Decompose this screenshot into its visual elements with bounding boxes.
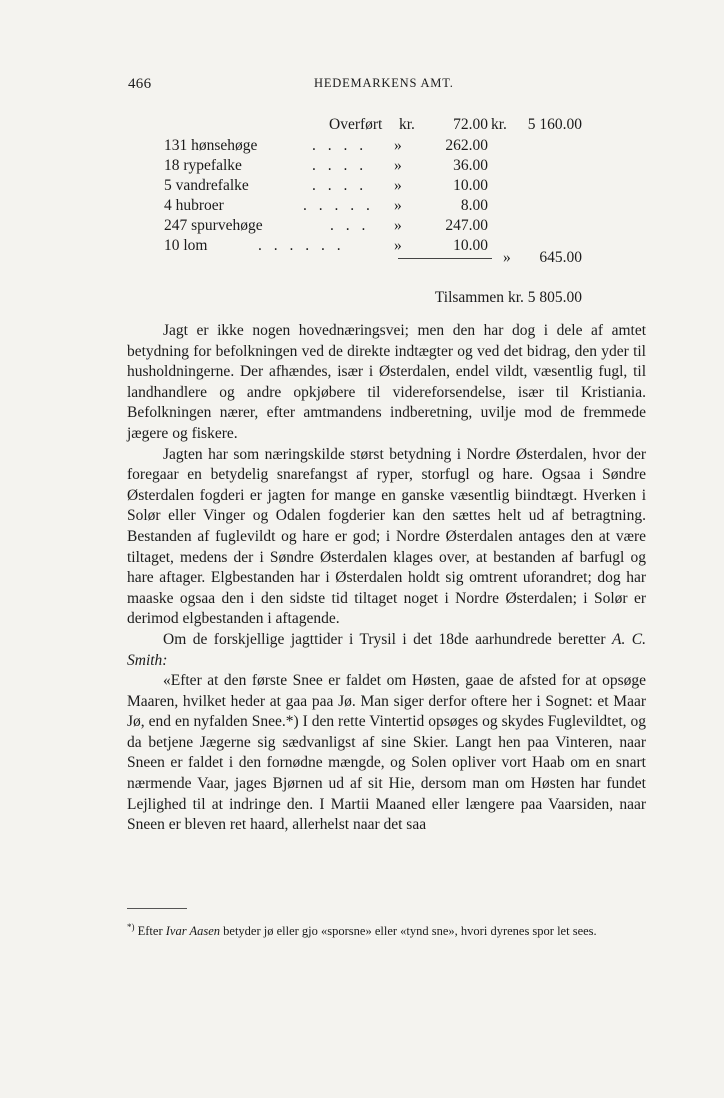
ledger-carried-row [0,116,724,136]
ditto-mark: » [394,197,402,214]
carried-amount: 72.00 [453,116,488,133]
footnote [127,918,646,940]
summary-unit: kr. [507,289,524,306]
quoted-paragraph: «Efter at den første Snee er faldet om Høsten, gaae de afsted for at opsøge Maaren, hvilket heder at gaa paa Jø. Man siger derfor oftere her i Sognet: et Maar Jø, end en nyfalden Snee.*) I den rette Vintertid opsøges og skydes Fuglevildtet, og da betjene Jægerne sig sædvanligst af sine Skier. Langt hen paa Vinteren, naar Sneen er faldet i den fornødne mængde, og Solen opliver vort Haab om en snart nærmende Vaar, jages Bjørnen ud af sit Hie, dersom man om Høsten har fundet Lejlighed til at indringe den. I Martii Maaned eller længere paa Vaarsiden, naar Sneen er bleven ret haard, allerhelst naar det saa [127,672,646,834]
ditto-mark: » [394,177,402,194]
leader-dots: . . . [330,217,370,234]
ledger-amount: 247.00 [445,217,488,234]
ditto-mark: » [394,137,402,154]
footnote-lead: Efter [137,924,163,939]
ditto-mark: » [394,157,402,174]
ledger-row [0,217,724,237]
paragraph-lead: Om de forskjellige jagttider i Trysil i det 18de aarhundrede beretter [163,630,606,648]
paragraph: Jagten har som næringskilde størst betydning i Nordre Østerdalen, hvor der foregaar en betydelig snarefangst af ryper, storfugl og hare. Ogsaa i Søndre Østerdalen fogderi er jagten for mange en ganske væsentlig biindtægt. Hverken i Solør eller Vinger og Odalen fogderier kan den sættes helt ud af betragtning. Bestanden af fuglevildt og hare er god; i Nordre Østerdalen antages den at være tiltaget, medens der i Søndre Østerdalen klages over, at bestanden af barfugl og hare aftager. Elgbestanden har i Østerdalen holdt sig omtrent uforandret; dog har maaske ogsaa den i den sidste tid tiltaget noget i Nordre Østerdalen; i Solør er derimod elgbestanden i aftagende. [127,445,646,628]
subtotal-value: 645.00 [539,249,582,266]
ledger-subtotal-row [0,249,724,269]
ledger-row [0,197,724,217]
summary-value: 5 805.00 [527,289,582,306]
ledger-summary [435,289,582,307]
ledger-label: 10 lom [164,237,208,254]
ledger-label: 131 hønsehøge [164,137,258,154]
footnote-mark: *) [127,922,135,932]
author-name: A. C. Smith: [127,630,647,669]
ledger-amount: 10.00 [453,237,488,254]
summary-label: Tilsammen [434,289,505,306]
ditto-mark: » [503,249,511,266]
leader-dots: . . . . [312,137,368,154]
running-title: HEDEMARKENS AMT. [314,76,454,90]
ditto-mark: » [394,237,402,254]
ditto-mark: » [394,217,402,234]
body-text [127,321,646,836]
ledger-label: 5 vandrefalke [164,177,249,194]
ledger-row [0,137,724,157]
carried-label: Overført [329,116,383,133]
ledger-amount: 10.00 [453,177,488,194]
carried-total: 5 160.00 [527,116,582,133]
ledger-label: 4 hubroer [164,197,224,214]
footnote-text: betyder jø eller gjo «sporsne» eller «tynd sne», hvori dyrenes spor let sees. [223,924,597,939]
paragraph: Jagt er ikke nogen hovednæringsvei; men den har dog i dele af amtet betydning for befolkningen ved de direkte indtægter og ved det bidrag, den yder til husholdningerne. Der afhændes, især i Østerdalen, endel vildt, væsentlig fugl, til landhandlere og andre opkjøbere til videreforsendelse, især til Kristiania. Befolkningen nærer, efter amtmandens indberetning, uvilje mod de fremmede jægere og fiskere. [127,322,646,442]
leader-dots: . . . . . . [258,237,345,254]
carried-unit: kr. [399,116,415,133]
page-number: 466 [128,76,152,92]
leader-dots: . . . . [312,157,368,174]
paragraph [127,630,646,671]
carried-total-unit: kr. [491,116,507,133]
leader-dots: . . . . . [303,197,374,214]
ledger-label: 247 spurvehøge [164,217,263,234]
ledger-amount: 36.00 [453,157,488,174]
leader-dots: . . . . [312,177,368,194]
ledger-row [0,177,724,197]
ledger-amount: 8.00 [460,197,488,214]
footnote-author: Ivar Aasen [165,924,221,939]
footnote-rule [127,908,187,909]
ledger-row [0,157,724,177]
ledger-amount: 262.00 [445,137,488,154]
ledger-label: 18 rypefalke [164,157,242,174]
